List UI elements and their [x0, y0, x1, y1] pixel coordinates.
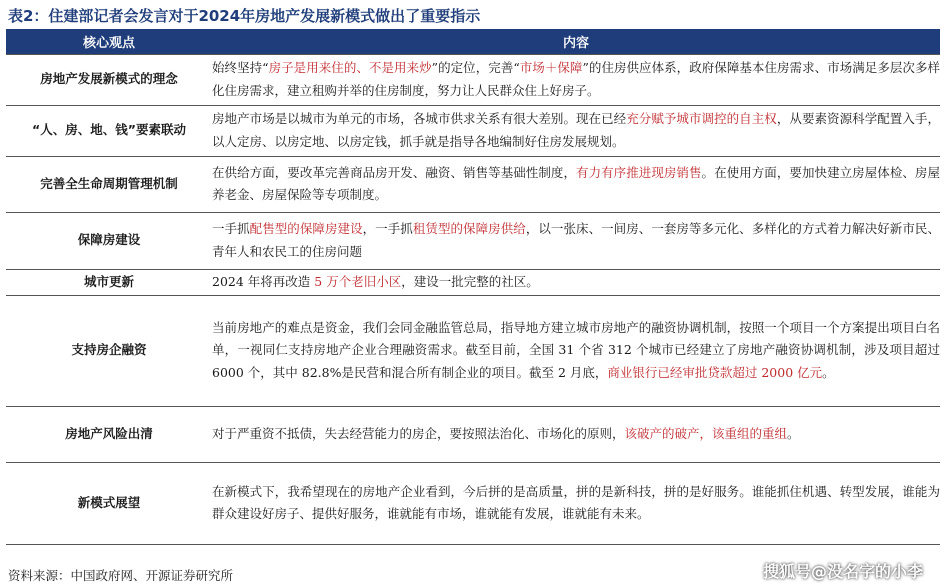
row-content: [212, 462, 940, 544]
content-text: 。: [787, 425, 800, 441]
highlighted-text: 配售型的保障房建设: [249, 221, 363, 236]
content-text: 。: [822, 364, 835, 380]
row-content: [212, 54, 940, 105]
content-text: 始终坚持“: [212, 60, 269, 75]
row-content: [212, 406, 940, 462]
content-text: ，以一张床、一间房、一套房等多元化、多样化的方式着力解决好新市民、青年人和农民工的住房问题: [212, 221, 940, 259]
content-text: 2024 年将再改造: [212, 273, 315, 289]
row-key: 保障房建设: [6, 212, 212, 269]
row-key: “人、房、地、钱”要素联动: [6, 105, 212, 156]
row-key: 城市更新: [6, 269, 212, 295]
row-key: 支持房企融资: [6, 295, 212, 406]
row-key: 房地产风险出清: [6, 406, 212, 462]
header-core-view: 核心观点: [6, 29, 212, 54]
row-content: [212, 212, 940, 269]
highlighted-text: 租赁型的保障房供给: [412, 221, 526, 236]
row-content: [212, 295, 940, 406]
table-caption: 表2：住建部记者会发言对于2024年房地产发展新模式做出了重要指示: [8, 7, 481, 25]
content-text: 当前房地产的难点是资金，我们会同金融监管总局，指导地方建立城市房地产的融资协调机制，按照一个项目一个方案提出项目白名单，一视同仁支持房地产企业合理融资需求。截至目前，全国 31 个省 312 个城市已经建立了房地产融资协调机制，涉及项目超过 6000 个，其中 82.8%是民营和混合所有制企业的项目。截至 2 月底，: [212, 319, 940, 380]
content-text: 对于严重资不抵债，失去经营能力的房企，要按照法治化、市场化的原则，: [212, 425, 625, 441]
content-text: ，建设一批完整的社区。: [401, 273, 539, 289]
content-text: 一手抓: [212, 221, 250, 236]
row-content: [212, 156, 940, 212]
content-text: 在新模式下，我希望现在的房地产企业看到，今后拼的是高质量，拼的是新科技，拼的是好服务。谁能抓住机遇、转型发展，谁能为群众建设好房子、提供好服务，谁就能有市场，谁就能有发展，谁就能有未来。: [212, 483, 940, 521]
table-row: [6, 269, 940, 295]
content-text: ，从要素资源科学配置入手，以人定房、以房定地、以房定钱，抓手就是指导各地编制好住房发展规划。: [212, 111, 940, 149]
highlighted-text: 充分赋予城市调控的自主权: [626, 111, 777, 126]
content-text: ，一手抓: [362, 221, 413, 236]
content-text: ”的定位，完善“: [431, 60, 520, 75]
highlighted-text: 该破产的破产，该重组的重组: [624, 425, 788, 441]
table-row: [6, 295, 940, 406]
source-note: 资料来源：中国政府网、开源证券研究所: [8, 568, 234, 583]
content-text: 房地产市场是以城市为单元的市场，各城市供求关系有很大差别。现在已经: [212, 111, 627, 126]
table-row: [6, 105, 940, 156]
table-row: [6, 406, 940, 462]
highlighted-text: 市场＋保障: [519, 60, 583, 75]
row-key: 新模式展望: [6, 462, 212, 544]
watermark: 搜狐号@没名字的小李: [762, 562, 923, 581]
content-text: ”的住房供应体系，政府保障基本住房需求、市场满足多层次多样化住房需求，建立租购并举的住房制度，努力让人民群众住上好房子。: [212, 60, 940, 98]
row-content: [212, 105, 940, 156]
table-row: [6, 212, 940, 269]
content-text: 在供给方面，要改革完善商品房开发、融资、销售等基础性制度，: [212, 164, 577, 180]
content-text: 。在使用方面，要加快建立房屋体检、房屋养老金、房屋保险等专项制度。: [212, 164, 940, 202]
row-key: 完善全生命周期管理机制: [6, 156, 212, 212]
table-row: [6, 156, 940, 212]
highlighted-text: 有力有序推进现房销售: [576, 164, 702, 180]
policy-table: [6, 29, 940, 545]
table-row: [6, 54, 940, 105]
row-content: [212, 269, 940, 295]
highlighted-text: 商业银行已经审批贷款超过 2000 亿元: [607, 364, 823, 380]
header-content: 内容: [212, 29, 940, 54]
table-row: [6, 462, 940, 544]
row-key: 房地产发展新模式的理念: [6, 54, 212, 105]
table-header-row: [6, 29, 940, 54]
highlighted-text: 房子是用来住的、不是用来炒: [268, 60, 432, 75]
highlighted-text: 5 万个老旧小区: [314, 273, 402, 289]
